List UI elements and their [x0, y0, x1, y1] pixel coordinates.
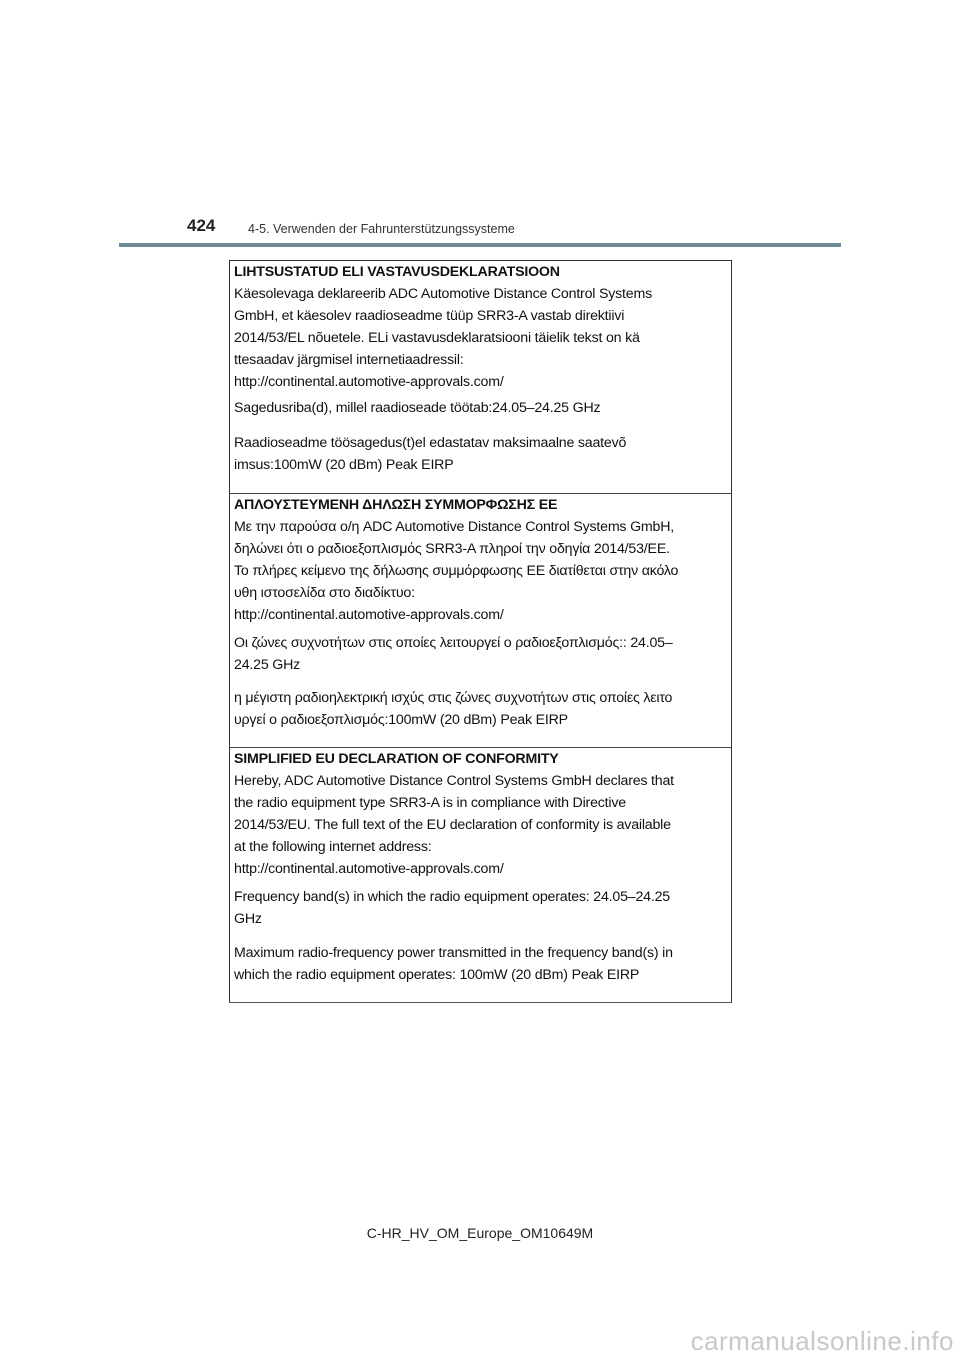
section-heading: SIMPLIFIED EU DECLARATION OF CONFORMITY	[234, 751, 559, 767]
header-rule	[119, 243, 841, 247]
watermark: carmanualsonline.info	[690, 1326, 954, 1356]
section-line: Raadioseadme töösagedus(t)el edastatav maksimaalne saatevõ	[234, 435, 627, 451]
section-line: ttesaadav järgmisel internetiaadressil:	[234, 352, 464, 368]
section-line: Με την παρούσα ο/η ADC Automotive Distance Control Systems GmbH,	[234, 519, 675, 535]
section-line: η μέγιστη ραδιοηλεκτρική ισχύς στις ζώνες συχνοτήτων στις οποίες λειτο	[234, 690, 673, 706]
url-text: http://continental.automotive-approvals.com/	[234, 374, 504, 390]
declaration-box	[229, 260, 732, 1003]
section-line: Frequency band(s) in which the radio equipment operates: 24.05–24.25	[234, 889, 670, 905]
section-line: δηλώνει ότι ο ραδιοεξοπλισμός SRR3-A πληροί την οδηγία 2014/53/ΕΕ.	[234, 541, 670, 557]
section-heading: LIHTSUSTATUD ELI VASTAVUSDEKLARATSIOON	[234, 264, 560, 280]
section-line: 2014/53/EL nõuetele. ELi vastavusdeklaratsiooni täielik tekst on kä	[234, 330, 640, 346]
section-line: Οι ζώνες συχνοτήτων στις οποίες λειτουργεί ο ραδιοεξοπλισμός:: 24.05–	[234, 635, 673, 651]
section-line: Maximum radio-frequency power transmitted in the frequency band(s) in	[234, 945, 673, 961]
section-line: 24.25 GHz	[234, 657, 301, 673]
section-title: 4-5. Verwenden der Fahrunterstützungssysteme	[248, 222, 515, 236]
section-line: GHz	[234, 911, 262, 927]
declaration-section-english	[230, 748, 731, 1002]
section-line: the radio equipment type SRR3-A is in compliance with Directive	[234, 795, 626, 811]
section-line: Hereby, ADC Automotive Distance Control Systems GmbH declares that	[234, 773, 674, 789]
section-line: 2014/53/EU. The full text of the EU declaration of conformity is available	[234, 817, 671, 833]
url-text: http://continental.automotive-approvals.com/	[234, 861, 504, 877]
url-text: http://continental.automotive-approvals.com/	[234, 607, 504, 623]
document-id: C-HR_HV_OM_Europe_OM10649M	[366, 1225, 594, 1241]
section-line: υθη ιστοσελίδα στο διαδίκτυο:	[234, 585, 415, 601]
section-line: Sagedusriba(d), millel raadioseade töötab:24.05–24.25 GHz	[234, 400, 601, 416]
section-line: GmbH, et käesolev raadioseadme tüüp SRR3-A vastab direktiivi	[234, 308, 625, 324]
section-line: Käesolevaga deklareerib ADC Automotive Distance Control Systems	[234, 286, 652, 302]
section-line: υργεί ο ραδιοεξοπλισμός:100mW (20 dBm) Peak EIRP	[234, 712, 568, 728]
declaration-section-greek	[230, 494, 731, 748]
section-line: which the radio equipment operates: 100mW (20 dBm) Peak EIRP	[234, 967, 640, 983]
declaration-section-estonian	[230, 261, 731, 494]
section-line: Το πλήρες κείμενο της δήλωσης συμμόρφωσης ΕΕ διατίθεται στην ακόλο	[234, 563, 679, 579]
section-heading: ΑΠΛΟΥΣΤΕΥΜΕΝΗ ΔΗΛΩΣΗ ΣΥΜΜΟΡΦΩΣΗΣ ΕΕ	[234, 497, 558, 513]
section-line: at the following internet address:	[234, 839, 432, 855]
section-line: imsus:100mW (20 dBm) Peak EIRP	[234, 457, 454, 473]
page-number: 424	[187, 216, 216, 235]
